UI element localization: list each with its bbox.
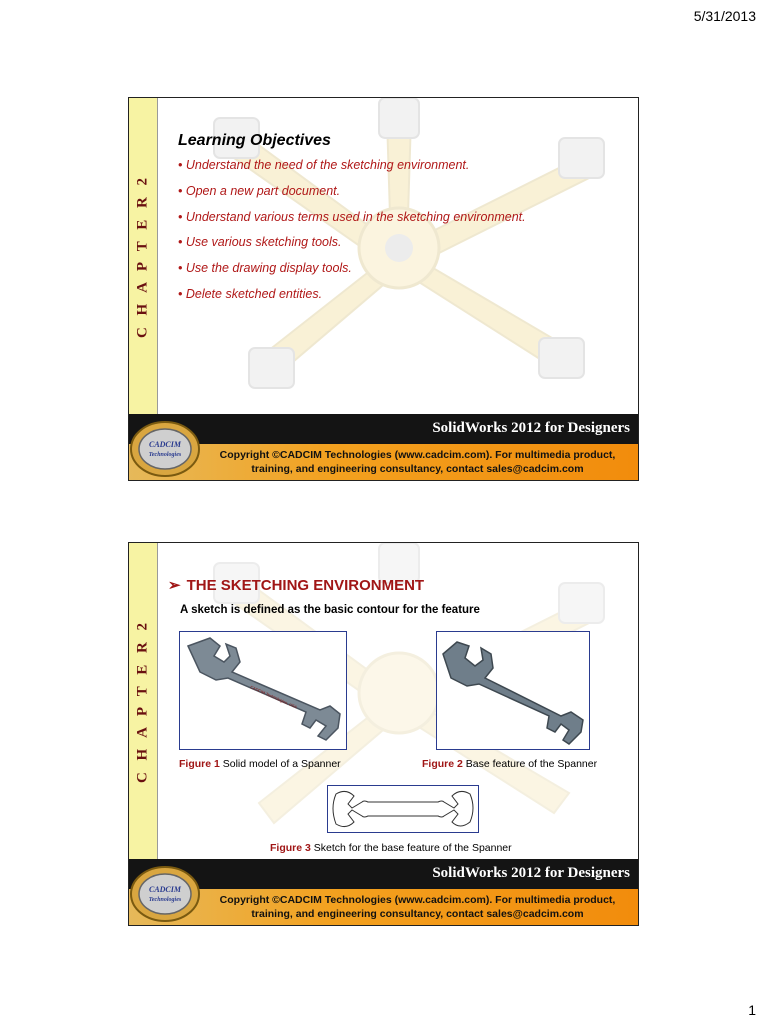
slide-learning-objectives bbox=[128, 97, 639, 481]
spanner-solid-image bbox=[180, 632, 346, 749]
figure-1-caption bbox=[179, 758, 341, 770]
objective-item: • Delete sketched entities. bbox=[178, 286, 323, 301]
footer-copyright-bar bbox=[129, 444, 638, 480]
figure-1-solid-spanner bbox=[179, 631, 347, 750]
objectives-title: Learning Objectives bbox=[178, 132, 331, 149]
footer-title: SolidWorks 2012 for Designers bbox=[432, 865, 630, 881]
svg-text:CADCIM: CADCIM bbox=[148, 885, 182, 894]
figure-label: Figure 1 bbox=[179, 758, 220, 770]
figure-label: Figure 3 bbox=[270, 842, 311, 854]
figure-label: Figure 2 bbox=[422, 758, 463, 770]
copyright-line-1: Copyright ©CADCIM Technologies (www.cadcim.com). For multimedia product, bbox=[219, 894, 616, 906]
objective-item: • Use various sketching tools. bbox=[178, 235, 342, 250]
objective-item: • Open a new part document. bbox=[178, 183, 341, 198]
svg-text:Technologies: Technologies bbox=[148, 452, 182, 458]
copyright-line-2: training, and engineering consultancy, contact sales@cadcim.com bbox=[251, 463, 584, 475]
slide-content bbox=[159, 543, 638, 859]
slide-sketching-environment bbox=[128, 542, 639, 926]
figure-2-base-feature bbox=[436, 631, 590, 750]
figure-2-caption bbox=[422, 758, 597, 770]
page-date: 5/31/2013 bbox=[693, 8, 756, 24]
cadcim-logo bbox=[129, 865, 201, 923]
objective-item: • Use the drawing display tools. bbox=[178, 261, 352, 276]
objective-item: • Understand the need of the sketching environment. bbox=[178, 158, 470, 172]
figure-caption-text: Base feature of the Spanner bbox=[462, 758, 598, 770]
copyright-text bbox=[201, 893, 634, 921]
spanner-base-image bbox=[437, 632, 589, 749]
svg-text:CADCIM Technologies, USA: CADCIM Technologies, USA bbox=[249, 684, 298, 710]
section-title-text: THE SKETCHING ENVIRONMENT bbox=[186, 577, 425, 594]
objective-item: • Understand various terms used in the sketching environment. bbox=[178, 209, 526, 224]
svg-text:Technologies: Technologies bbox=[148, 897, 182, 903]
figure-caption-text: Solid model of a Spanner bbox=[219, 758, 341, 770]
chapter-label: C H A P T E R 2 bbox=[134, 173, 151, 339]
page-number: 1 bbox=[748, 1002, 756, 1018]
spanner-sketch-image bbox=[328, 786, 478, 832]
cadcim-logo bbox=[129, 420, 201, 478]
chapter-sidebar bbox=[129, 543, 158, 859]
copyright-text bbox=[201, 448, 634, 476]
section-subtitle: A sketch is defined as the basic contour for the feature bbox=[180, 604, 480, 616]
footer-title: SolidWorks 2012 for Designers bbox=[432, 420, 630, 436]
footer-title-bar bbox=[129, 859, 638, 889]
figure-caption-text: Sketch for the base feature of the Spanner bbox=[310, 842, 512, 854]
objectives-list bbox=[178, 156, 526, 311]
section-title bbox=[168, 576, 424, 594]
svg-text:CADCIM: CADCIM bbox=[148, 440, 182, 449]
chapter-sidebar bbox=[129, 98, 158, 414]
figure-3-sketch bbox=[327, 785, 479, 833]
footer-title-bar bbox=[129, 414, 638, 444]
footer-copyright-bar bbox=[129, 889, 638, 925]
figure-3-caption bbox=[270, 842, 512, 854]
copyright-line-1: Copyright ©CADCIM Technologies (www.cadcim.com). For multimedia product, bbox=[219, 449, 616, 461]
arrow-bullet-icon: ➢ bbox=[168, 577, 181, 594]
slide-content bbox=[159, 98, 638, 414]
copyright-line-2: training, and engineering consultancy, contact sales@cadcim.com bbox=[251, 908, 584, 920]
chapter-label: C H A P T E R 2 bbox=[134, 618, 151, 784]
